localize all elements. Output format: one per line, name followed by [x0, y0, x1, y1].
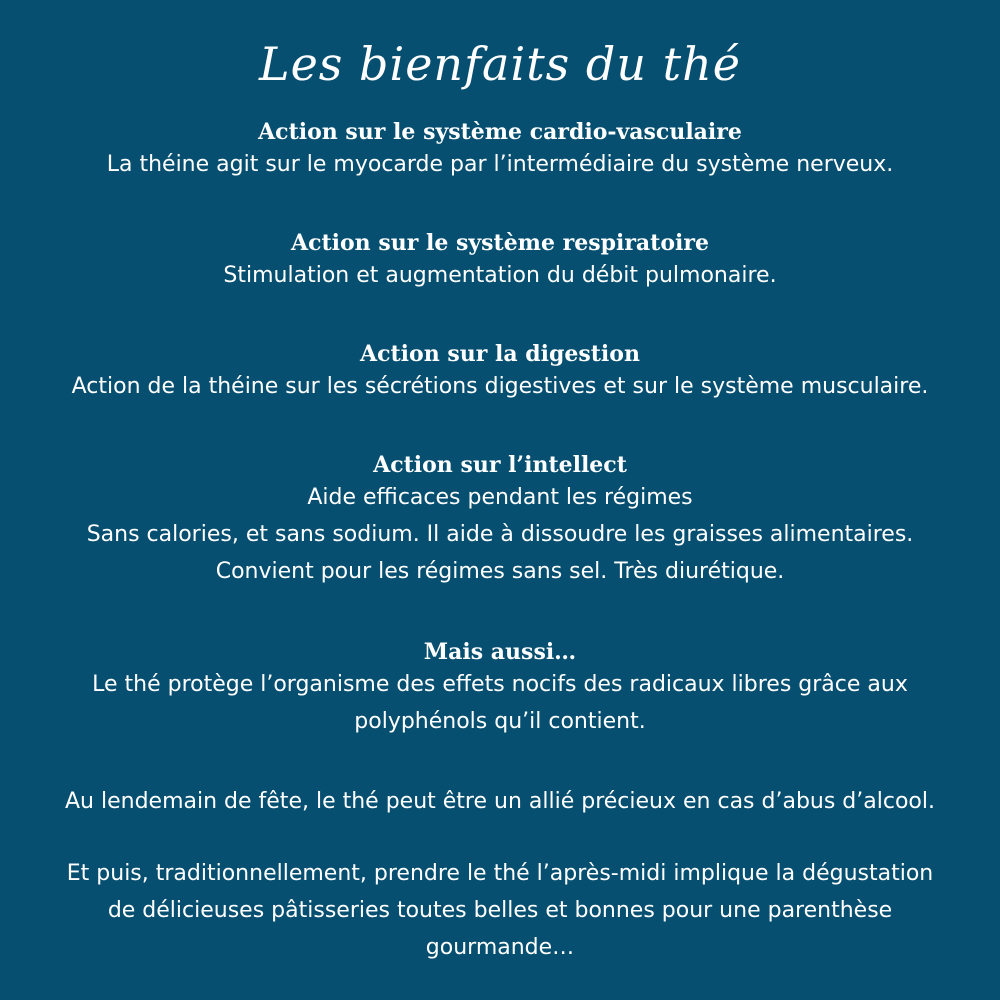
paragraph-traditionnellement: [0, 855, 1000, 966]
page-title: Les bienfaits du thé: [259, 37, 741, 91]
section-heading: Action sur la digestion: [360, 341, 640, 367]
paragraph-text: Et puis, traditionnellement, prendre le thé l’après-midi implique la dégustation: [66, 861, 934, 886]
section-text: Convient pour les régimes sans sel. Très diurétique.: [215, 559, 785, 584]
section-respiratory: [0, 229, 1000, 294]
section-heading: Action sur le système cardio-vasculaire: [258, 119, 742, 145]
section-mais-aussi: [0, 638, 1000, 740]
section-heading: Action sur le système respiratoire: [291, 230, 709, 256]
section-text: Sans calories, et sans sodium. Il aide à dissoudre les graisses alimentaires.: [86, 522, 914, 547]
section-text: Stimulation et augmentation du débit pulmonaire.: [223, 263, 777, 288]
paragraph-text: Au lendemain de fête, le thé peut être un allié précieux en cas d’abus d’alcool.: [65, 789, 935, 814]
section-text: polyphénols qu’il contient.: [354, 709, 646, 734]
section-digestion: [0, 340, 1000, 405]
section-text: Action de la théine sur les sécrétions digestives et sur le système musculaire.: [71, 374, 929, 399]
section-intellect: [0, 451, 1000, 590]
paragraph-text: de délicieuses pâtisseries toutes belles et bonnes pour une parenthèse: [107, 898, 893, 923]
section-text: Aide efficaces pendant les régimes: [307, 485, 693, 510]
section-heading: Action sur l’intellect: [373, 452, 627, 478]
paragraph-lendemain: [0, 783, 1000, 820]
section-text: Le thé protège l’organisme des effets nocifs des radicaux libres grâce aux: [92, 672, 908, 697]
section-text: La théine agit sur le myocarde par l’intermédiaire du système nerveux.: [106, 152, 894, 177]
section-cardio: [0, 118, 1000, 183]
paragraph-text: gourmande…: [425, 935, 575, 960]
section-heading: Mais aussi…: [423, 639, 577, 665]
